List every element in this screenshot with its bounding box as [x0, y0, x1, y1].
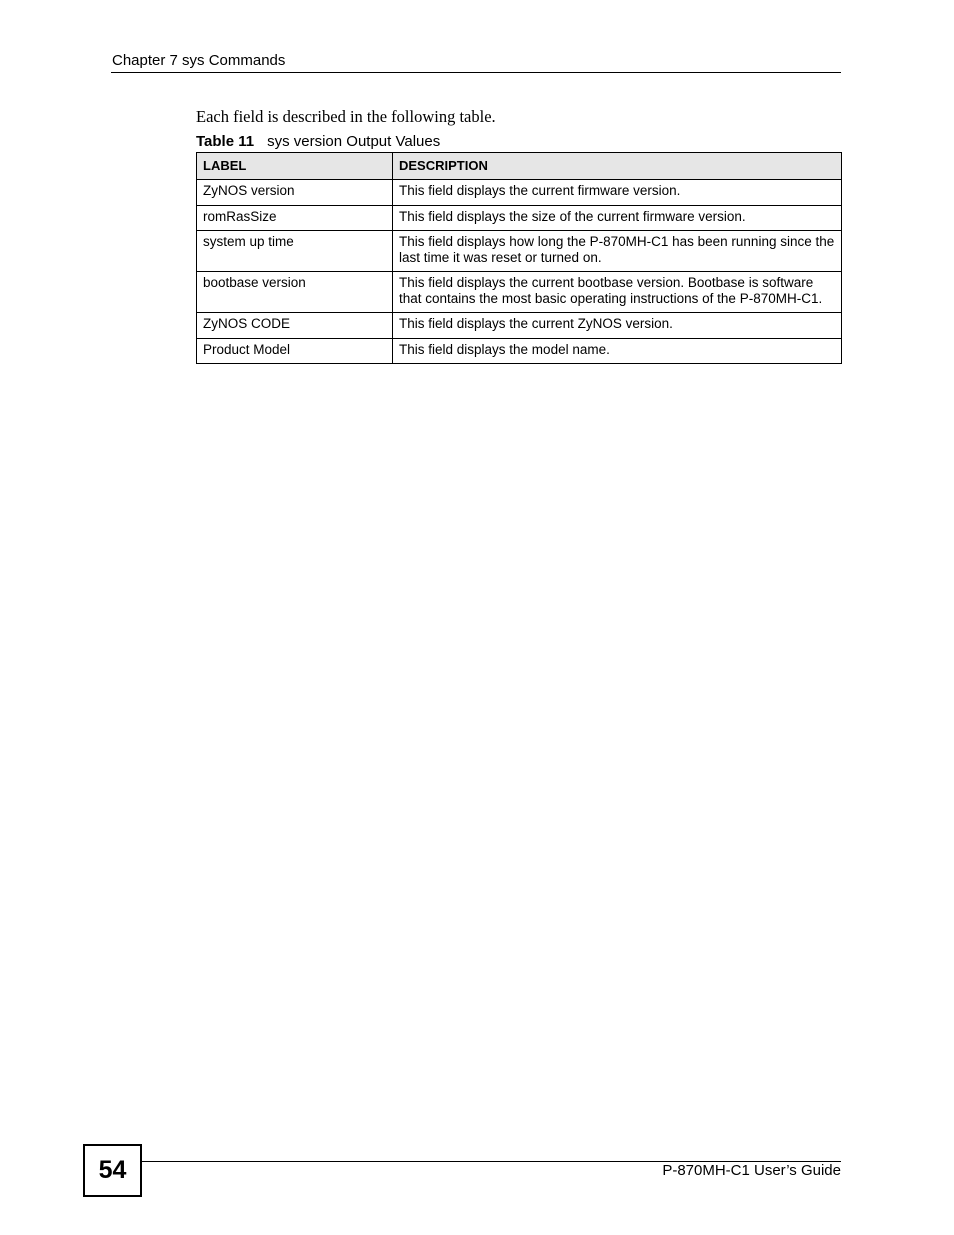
- row-description: This field displays the model name.: [393, 338, 842, 364]
- row-label: Product Model: [197, 338, 393, 364]
- row-label: ZyNOS version: [197, 180, 393, 206]
- column-header-label: LABEL: [197, 153, 393, 180]
- table-number: Table 11: [196, 133, 255, 150]
- table-row: [197, 231, 842, 272]
- guide-title: P-870MH-C1 User’s Guide: [662, 1162, 841, 1179]
- table-row: [197, 338, 842, 364]
- table-row: [197, 180, 842, 206]
- table-row: [197, 205, 842, 231]
- chapter-title: Chapter 7 sys Commands: [112, 52, 286, 69]
- row-description: This field displays the size of the current firmware version.: [393, 205, 842, 231]
- table-row: [197, 272, 842, 313]
- column-header-description: DESCRIPTION: [393, 153, 842, 180]
- row-label: romRasSize: [197, 205, 393, 231]
- row-description: This field displays the current ZyNOS version.: [393, 313, 842, 339]
- row-label: system up time: [197, 231, 393, 272]
- row-label: bootbase version: [197, 272, 393, 313]
- table-header-row: [197, 153, 842, 180]
- table-caption: [196, 133, 440, 151]
- table-row: [197, 313, 842, 339]
- page-number-box: [83, 1144, 142, 1197]
- row-description: This field displays how long the P-870MH-C1 has been running since the last time it was reset or turned on.: [393, 231, 842, 272]
- intro-paragraph: Each field is described in the following table.: [196, 107, 496, 126]
- row-label: ZyNOS CODE: [197, 313, 393, 339]
- output-values-table: [196, 152, 842, 364]
- table-title: sys version Output Values: [267, 133, 441, 150]
- row-description: This field displays the current bootbase version. Bootbase is software that contains the most basic operating instructions of the P-870MH-C1.: [393, 272, 842, 313]
- row-description: This field displays the current firmware version.: [393, 180, 842, 206]
- page-number: 54: [98, 1156, 127, 1184]
- page-header: [111, 52, 841, 73]
